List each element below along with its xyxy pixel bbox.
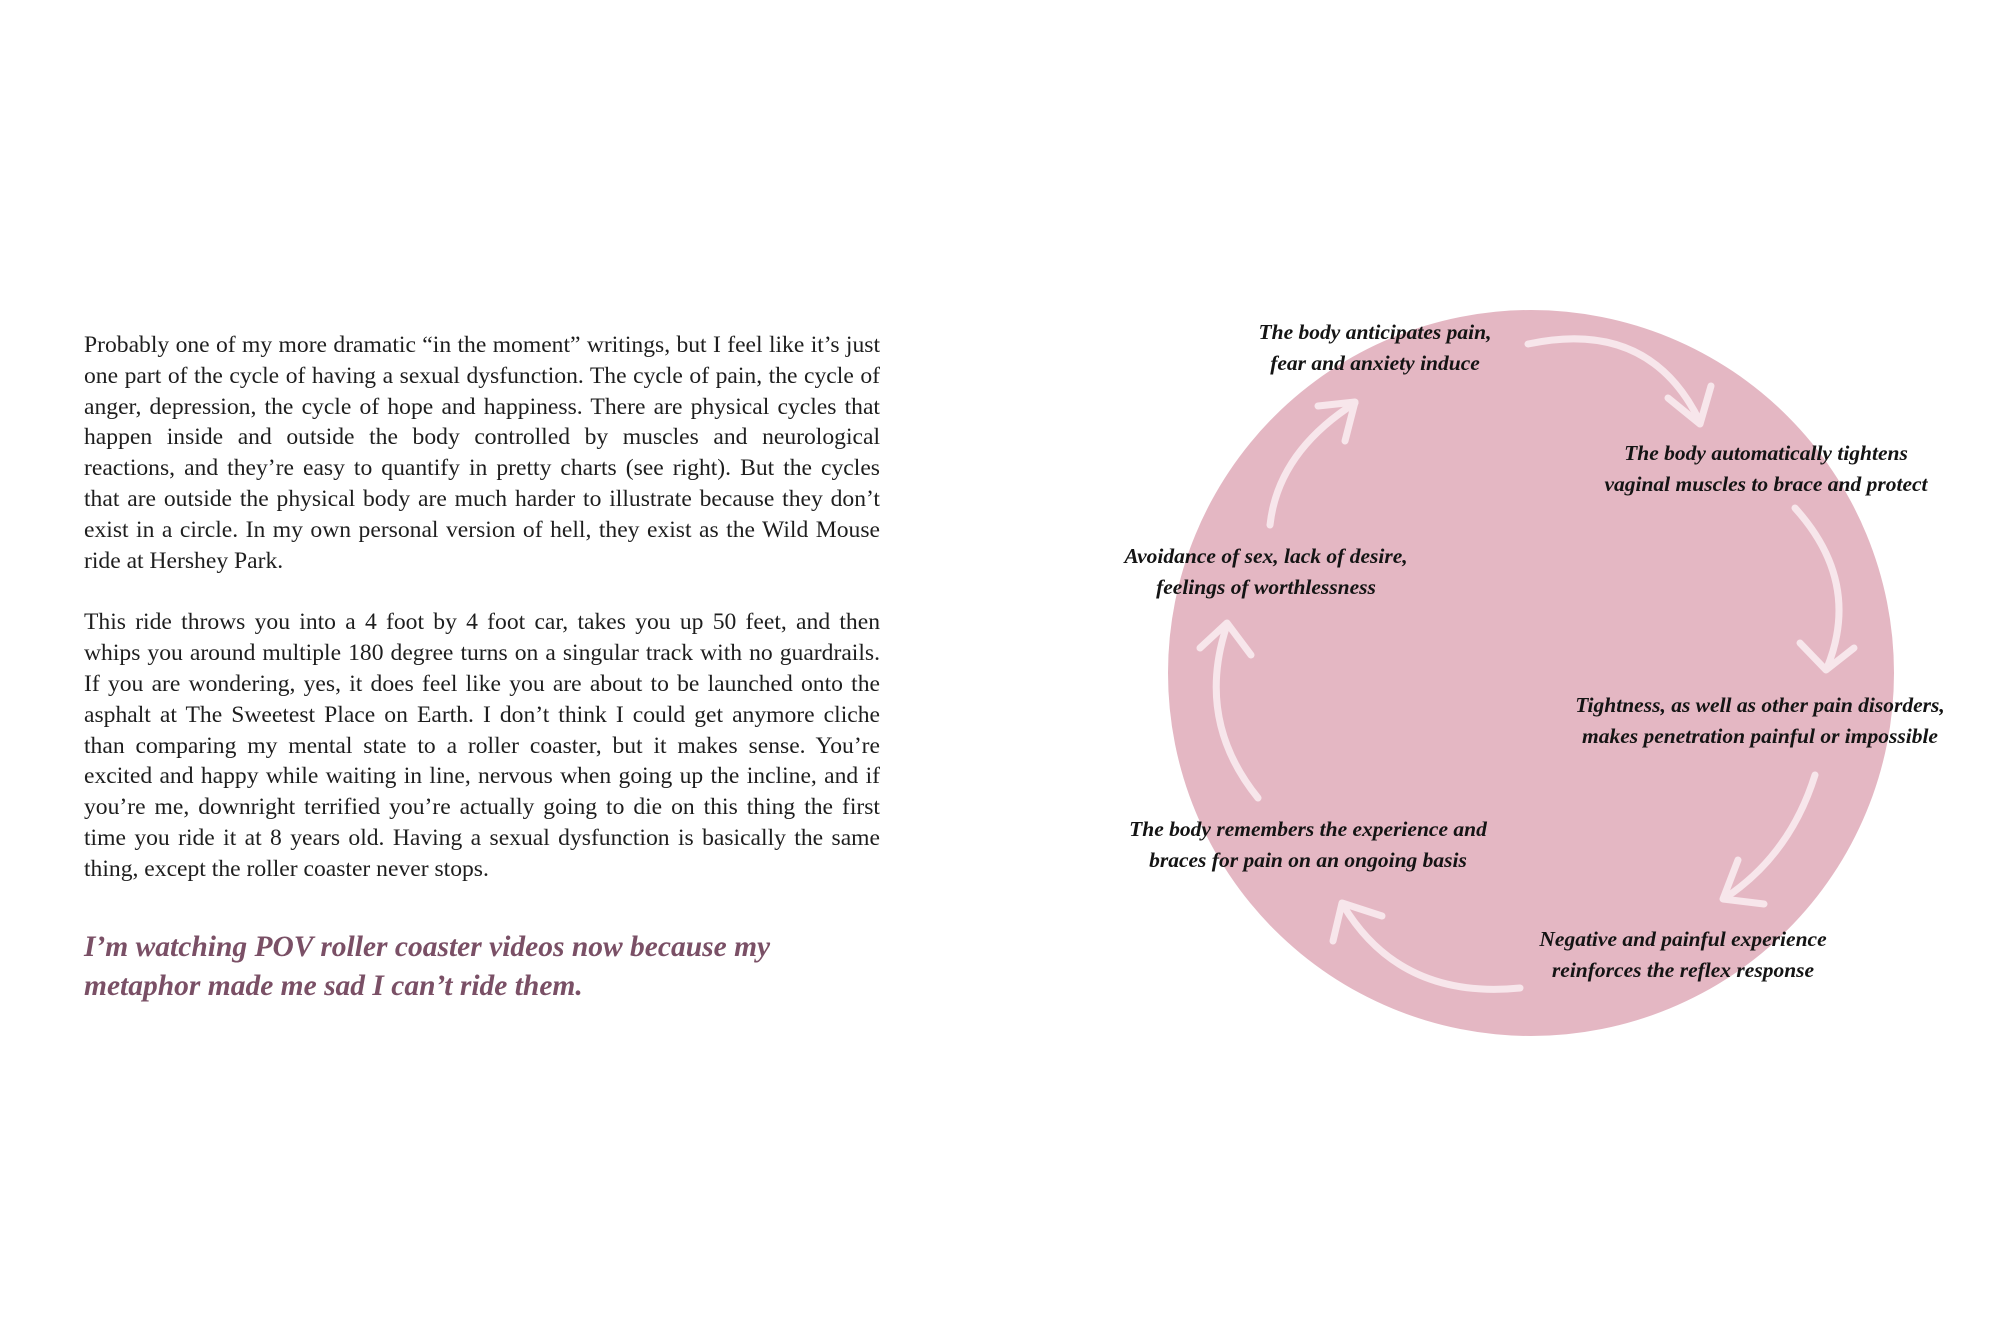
cycle-step-3: Tightness, as well as other pain disorders, makes penetration painful or impossible <box>1575 693 1945 748</box>
body-paragraph-2: This ride throws you into a 4 foot by 4 foot car, takes you up 50 feet, and then whips you around multiple 180 degree turns on a singular track with no guardrails. If you are wondering, yes, it does feel like you are about to be launched onto the asphalt at The Sweetest Place on Earth. I don’t think I could get anymore cliche than comparing my mental state to a roller coaster, but it makes sense. You’re excited and happy while waiting in line, nervous when going up the incline, and if you’re me, downright terrified you’re actually going to die on this thing the first time you ride it at 8 years old. Having a sexual dysfunction is basically the same thing, except the roller coaster never stops. <box>84 609 880 882</box>
cycle-step-2: The body automatically tightens vaginal muscles to brace and protect <box>1604 441 1928 496</box>
cycle-step-6: Avoidance of sex, lack of desire, feelings of worthlessness <box>1124 544 1408 599</box>
cycle-step-5: The body remembers the experience and braces for pain on an ongoing basis <box>1129 817 1487 872</box>
cycle-arrow-3 <box>1725 775 1815 898</box>
cycle-step-4: Negative and painful experience reinforces the reflex response <box>1539 927 1827 982</box>
body-paragraph-1: Probably one of my more dramatic “in the moment” writings, but I feel like it’s just one part of the cycle of having a sexual dysfunction. The cycle of pain, the cycle of anger, depression, the cycle of hope and happiness. There are physical cycles that happen inside and outside the body controlled by muscles and neurological reactions, and they’re easy to quantify in pretty charts (see right). But the cycles that are outside the physical body are much harder to illustrate because they don’t exist in a circle. In my own personal version of hell, they exist as the Wild Mouse ride at Hershey Park. <box>84 332 880 574</box>
pull-quote: I’m watching POV roller coaster videos now because my metaphor made me sad I can’t ride them. <box>84 930 771 1002</box>
cycle-arrow-4 <box>1343 905 1520 989</box>
cycle-arrow-2-head <box>1800 643 1854 670</box>
cycle-arrow-6 <box>1270 403 1355 525</box>
cycle-step-1: The body anticipates pain, fear and anxiety induce <box>1258 320 1492 375</box>
cycle-arrow-1 <box>1528 339 1700 422</box>
